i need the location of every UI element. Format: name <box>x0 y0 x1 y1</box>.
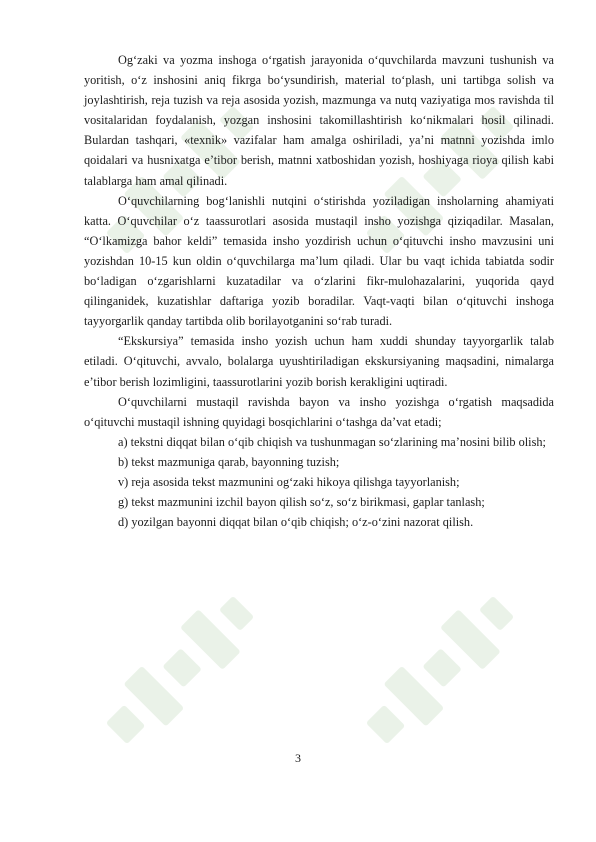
paragraph-3: “Ekskursiya” temasida insho yozish uchun ham xuddi shunday tayyorgarlik talab etiladi. O‘qituvchi, avvalo, bolalarga uyushtiriladigan ekskursiyaning maqsadini, nimalarga e’tibor berish lozimligini, taassurotlarini yozib borish kerakligini uqtiradi. <box>84 334 554 389</box>
body-text <box>84 50 554 532</box>
list-item-a: a) tekstni diqqat bilan o‘qib chiqish va tushunmagan so‘zlarining ma’nosini bilib olish; <box>118 434 546 449</box>
paragraph-2: O‘quvchilarning bog‘lanishli nutqini o‘stirishda yoziladigan insholarning ahamiyati katta. O‘quvchilar o‘z taassurotlari asosida mustaqil insho yozishga qiziqadilar. Masalan, “O‘lkamizga bahor keldi” temasida insho yozdirish uchun o‘qituvchi insho mavzusini uni yozishdan 10-15 kun oldin o‘quvchilarga ma’lum qiladi. Ular bu vaqt ichida tabiatda sodir bo‘ladigan o‘zgarishlarni kuzatadilar va o‘zlarini fikr-mulohazalarini, yuqorida qayd qilinganidek, kuzatishlar daftariga yozib boradilar. Vaqt-vaqti bilan o‘qituvchi inshoga tayyorgarlik qanday tartibda olib borilayotganini so‘rab turadi. <box>84 193 554 329</box>
watermark-logo-icon <box>70 560 290 780</box>
paragraph-1: Og‘zaki va yozma inshoga o‘rgatish jarayonida o‘quvchilarda mavzuni tushunish va yoritish, o‘z inshosini aniq fikrga bo‘ysundirish, material to‘plash, uni tartibga solish va joylashtirish, reja tuzish va reja asosida yozish, mazmunga va nutq vaziyatiga mos ravishda til vositalaridan foydalanish, yozgan inshosini takomillashtirish ko‘nikmalari hosil qilinadi. Bulardan tashqari, «texnik» vazifalar ham amalga oshiriladi, ya’ni matnni yozishda imlo qoidalari va husnixatga e’tibor berish, matnni xatboshidan yozish, hoshiyaga rioya qilish kabi talablarga ham amal qilinadi. <box>84 53 554 188</box>
page-number: 3 <box>295 751 301 765</box>
list-item-d: d) yozilgan bayonni diqqat bilan o‘qib chiqish; o‘z-o‘zini nazorat qilish. <box>118 515 474 530</box>
watermark-logo-icon <box>330 560 550 780</box>
list-item-g: g) tekst mazmunini izchil bayon qilish so‘z, so‘z birikmasi, gaplar tanlash; <box>118 495 485 510</box>
list-item-b: b) tekst mazmuniga qarab, bayonning tuzish; <box>118 454 340 469</box>
list-item-v: v) reja asosida tekst mazmunini og‘zaki hikoya qilishga tayyorlanish; <box>118 474 460 489</box>
paragraph-4: O‘quvchilarni mustaqil ravishda bayon va insho yozishga o‘rgatish maqsadida o‘qituvchi mustaqil ishning quyidagi bosqichlarini o‘tashga da’vat etadi; <box>84 394 554 429</box>
